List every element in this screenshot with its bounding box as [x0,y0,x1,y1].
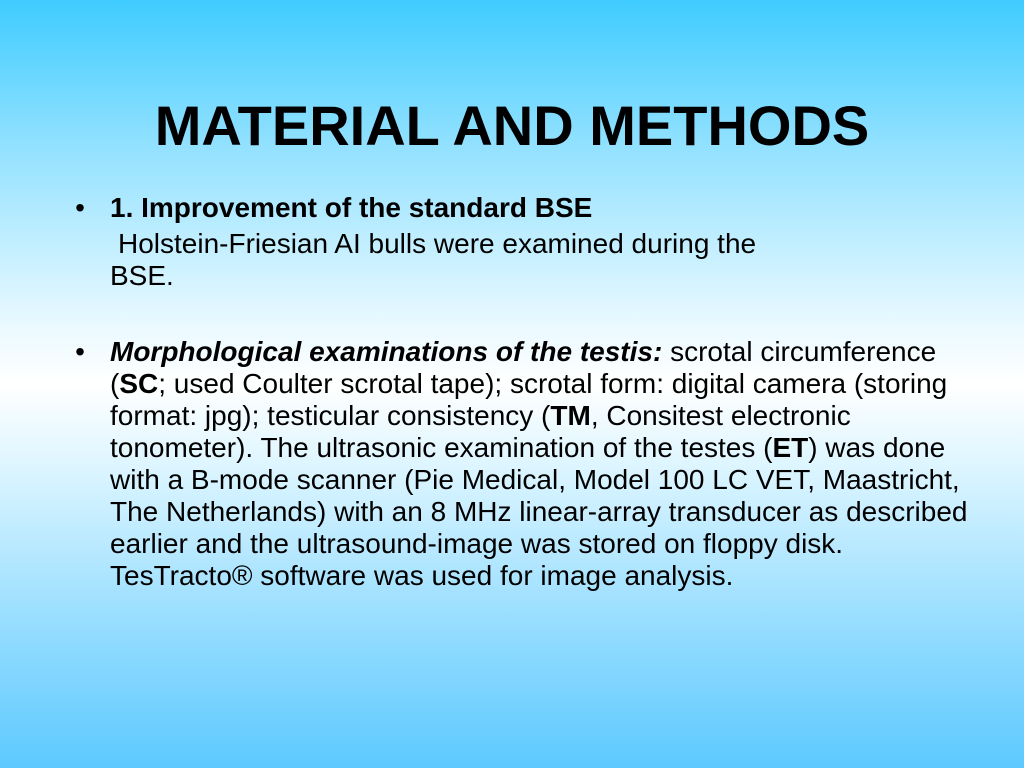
bullet-item-improvement [70,192,970,292]
bullet-body-line: BSE. [110,260,174,291]
bullet-text: , Consitest electronic tonometer). The ultrasonic examination of the testes ( [110,400,851,463]
bullet-list [70,192,970,592]
bullet-heading: 1. Improvement of the standard BSE [110,192,593,223]
bullet-item-morphology [70,336,970,592]
bullet-marker: • [75,192,85,223]
bullet-lead: Morphological examinations of the testis: [110,336,663,367]
abbrev-tm: TM [550,400,591,431]
slide-title: MATERIAL AND METHODS [154,94,870,157]
bullet-text: ; used Coulter scrotal tape); scrotal form: digital camera (storing format: jpg); testicular consistency ( [110,368,948,431]
abbrev-sc: SC [119,368,159,399]
bullet-body-line: Holstein-Friesian AI bulls were examined during the [118,228,757,259]
bullet-marker: • [75,336,85,367]
bullet-text: ) was done with a B-mode scanner (Pie Medical, Model 100 LC VET, Maastricht, The Netherlands) with an 8 MHz linear-array transducer as described earlier and the ultrasound-image was stored on floppy disk. TesTracto® software was used for image analysis. [110,432,968,591]
bullet-text: scrotal circumference ( [110,336,937,399]
abbrev-et: ET [772,432,809,463]
